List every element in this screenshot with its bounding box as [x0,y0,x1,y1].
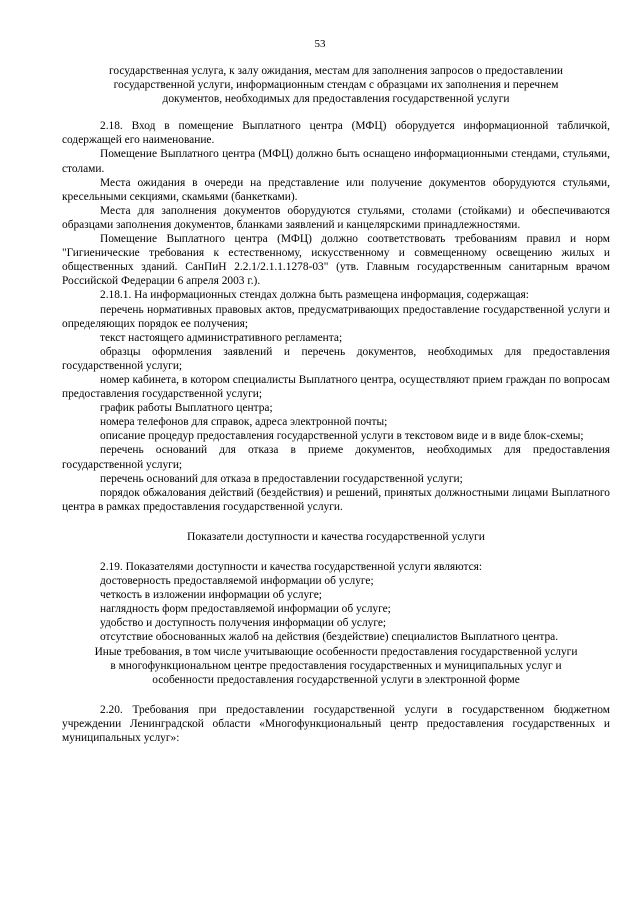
list-item: номер кабинета, в котором специалисты Выплатного центра, осуществляют прием граждан по вопросам предоставления государственной услуги; [62,373,610,401]
page-number: 53 [314,38,326,50]
section-heading-line: особенности предоставления государственной услуги в электронной форме [152,673,520,686]
list-item: отсутствие обоснованных жалоб на действия (бездействие) специалистов Выплатного центра. [100,631,559,644]
list-item: наглядность форм предоставляемой информации об услуге; [100,603,391,616]
intro-line: государственной услуги, информационным стендам с образцами их заполнения и перечнем [113,79,559,92]
paragraph: 2.18.1. На информационных стендах должна быть размещена информация, содержащая: [100,289,529,302]
list-item: удобство и доступность получения информации об услуге; [100,617,387,630]
intro-line: документов, необходимых для предоставления государственной услуги [162,93,510,106]
paragraph: Места для заполнения документов оборудуются стульями, столами (стойками) и обеспечиваются образцами заполнения документов, бланками заявлений и канцелярскими принадлежностями. [62,204,610,231]
list-item: текст настоящего административного регламента; [100,331,343,344]
list-item: перечень оснований для отказа в приеме документов, необходимых для предоставления государственной услуги; [62,444,610,471]
list-item: перечень нормативных правовых актов, предусматривающих предоставление государственной услуги и определяющих порядок ее получения; [62,303,610,330]
list-item: описание процедур предоставления государственной услуги в текстовом виде и в виде блок-схемы; [100,430,584,443]
section-heading-line: в многофункциональном центре предоставления государственных и муниципальных услуг и [110,659,562,672]
list-item: номера телефонов для справок, адреса электронной почты; [100,416,388,429]
list-item: перечень оснований для отказа в предоставлении государственной услуги; [100,472,463,485]
intro-line: государственная услуга, к залу ожидания, местам для заполнения запросов о предоставлении [109,65,563,77]
list-item: график работы Выплатного центра; [100,402,273,415]
list-item: порядок обжалования действий (бездействия) и решений, принятых должностными лицами Выплатного центра в рамках предоставления государственной услуги. [62,486,610,513]
list-item: достоверность предоставляемой информации об услуге; [100,575,374,588]
paragraph: Помещение Выплатного центра (МФЦ) должно соответствовать требованиям правил и норм "Гигиенические требования к естественному, искусственному и совмещенному освещению жилых и общественных зданий. СанПиН 2.2.1/2.1.1.1278-03" (утв. Главным государственным санитарным врачом Российской Федерации 6 апреля 2003 г.). [62,233,610,288]
paragraph: 2.20. Требования при предоставлении государственной услуги в государственном бюджетном учреждении Ленинградской области «Многофункциональный центр предоставления государственных и муниципальных услуг»: [62,703,610,745]
list-item: образцы оформления заявлений и перечень документов, необходимых для предоставления государственной услуги; [62,345,610,372]
paragraph: Помещение Выплатного центра (МФЦ) должно быть оснащено информационными стендами, стульями, столами. [62,148,610,175]
list-item: четкость в изложении информации об услуге; [100,589,322,602]
section-heading-line: Иные требования, в том числе учитывающие особенности предоставления государственной услуги [94,645,578,658]
paragraph: 2.18. Вход в помещение Выплатного центра (МФЦ) оборудуется информационной табличкой, содержащей его наименование. [62,120,610,147]
document-body [62,64,610,745]
paragraph: Места ожидания в очереди на представление или получение документов оборудуются стульями, кресельными секциями, скамьями (банкетками). [62,176,610,203]
section-heading: Показатели доступности и качества государственной услуги [186,529,486,543]
paragraph: 2.19. Показателями доступности и качества государственной услуги являются: [100,561,483,573]
